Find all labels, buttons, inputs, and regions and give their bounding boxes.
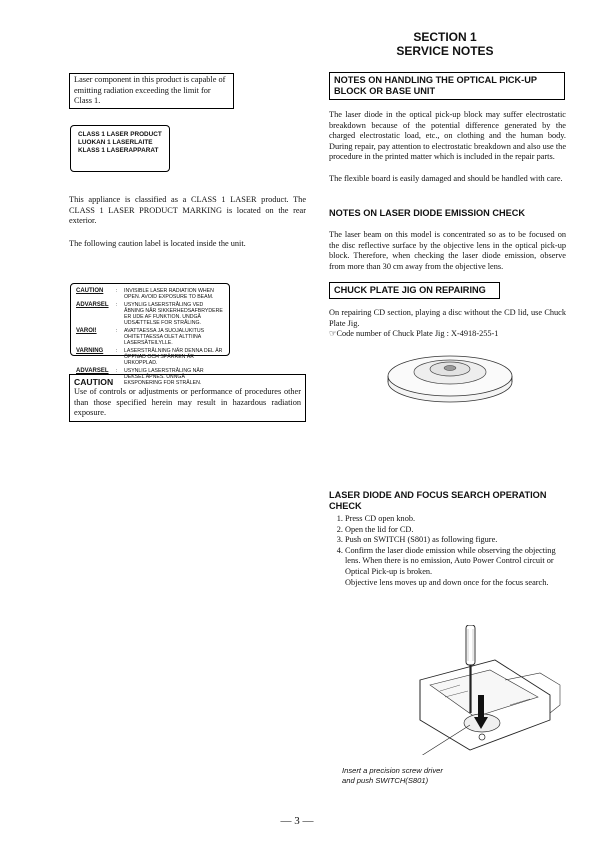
laser-emission-para: The laser beam on this model is concentrated so as to be focused on the disc reflective surface by the objective lens in the optical pick-up block. Therefore, when checking the laser diode emission, observe from more than 30 cm away from the objective lens. (329, 230, 566, 271)
step-item: 1. Press CD open knob. (345, 514, 566, 525)
class1-label-line-2: LUOKAN 1 LASERLAITE (78, 139, 153, 146)
optical-pickup-para-2: The flexible board is easily damaged and should be handled with care. (329, 174, 563, 183)
optical-pickup-para-1: The laser diode in the optical pick-up block may suffer electrostatic breakdown because of the potential difference generated by the charged electrostatic load, etc., on clothing and the human body. During repair, pay attention to electrostatic breakdown and also use the procedure in the printed matter which is included in the repair parts. (329, 110, 566, 162)
caution-row: ADVARSEL : USYNLIG LASERSTRÅLING NÅR DEKSEL ÅPNES. UNNGÅ EKSPONERING FOR STRÅLEN. (76, 367, 204, 387)
page-number: — 3 — (280, 815, 314, 827)
caution-box-text: Use of controls or adjustments or performance of procedures other than those specified herein may result in hazardous radiation exposure. (74, 387, 301, 418)
step-item: 2. Open the lid for CD. (345, 525, 566, 536)
caution-row: CAUTION : INVISIBLE LASER RADIATION WHEN OPEN. AVOID EXPOSURE TO BEAM. (76, 288, 214, 301)
class-statement: This appliance is classified as a CLASS 1 LASER product. The CLASS 1 LASER PRODUCT MARKING is located on the rear exterior. (69, 195, 306, 226)
caution-label-location: The following caution label is located inside the unit. (69, 239, 246, 248)
heading-laser-emission: NOTES ON LASER DIODE EMISSION CHECK (329, 208, 526, 218)
section-title: SERVICE NOTES (396, 44, 494, 58)
figure-caption-line-1: Insert a precision screw driver (342, 766, 443, 775)
caution-row: VAROI! : AVATTAESSA JA SUOJALUKITUS OHITETTAESSA OLET ALTTIINA LASERSÄTEILYLLE. (76, 327, 205, 347)
focus-search-steps (329, 514, 566, 588)
caution-row: ADVARSEL : USYNLIG LASERSTRÅLING VED ÅBNING NÅR SIKKERHEDSAFBRYDERE ER UDE AF FUNKTION. UNDGÅ UDSÆTTELSE FOR STRÅLING. (76, 301, 223, 327)
laser-warning-text: Laser component in this product is capable of emitting radiation exceeding the limit for Class 1. (74, 75, 226, 106)
heading-focus-search: LASER DIODE AND FOCUS SEARCH OPERATION CHECK (329, 490, 547, 511)
screwdriver-switch-illustration (400, 625, 565, 755)
laser-warning-box (69, 73, 234, 109)
chuck-plate-para: On repairing CD section, playing a disc without the CD lid, use Chuck Plate Jig. (329, 308, 566, 328)
chuck-plate-jig-illustration (380, 342, 520, 412)
heading-optical-pickup: NOTES ON HANDLING THE OPTICAL PICK-UP BLOCK OR BASE UNIT (329, 72, 565, 100)
step-note: Objective lens moves up and down once for the focus search. (345, 577, 549, 587)
class1-label-line-1: CLASS 1 LASER PRODUCT (78, 131, 162, 138)
section-number: SECTION 1 (413, 30, 477, 44)
step-item: 4. Confirm the laser diode emission while observing the objecting lens. When there is no emission, Auto Power Control circuit or Optical Pick-up is broken. (345, 546, 566, 578)
caution-row: VARNING : LASERSTRÅLNING NÄR DENNA DEL ÄR ÖPPNAD OCH SPÄRREN ÄR URKOPPLAD. (76, 347, 223, 367)
caution-box-title: CAUTION (74, 377, 114, 387)
figure-caption (342, 766, 542, 786)
heading-chuck-plate: CHUCK PLATE JIG ON REPAIRING (329, 282, 500, 299)
chuck-plate-code: ☞Code number of Chuck Plate Jig : X-4918-255-1 (329, 329, 499, 338)
class1-laser-label (70, 125, 170, 172)
class1-label-line-3: KLASS 1 LASERAPPARAT (78, 147, 159, 154)
caution-label (70, 283, 230, 387)
caution-box (69, 374, 306, 422)
step-item: 3. Push on SWITCH (S801) as following figure. (345, 535, 566, 546)
figure-caption-line-2: and push SWITCH(S801) (342, 776, 429, 785)
